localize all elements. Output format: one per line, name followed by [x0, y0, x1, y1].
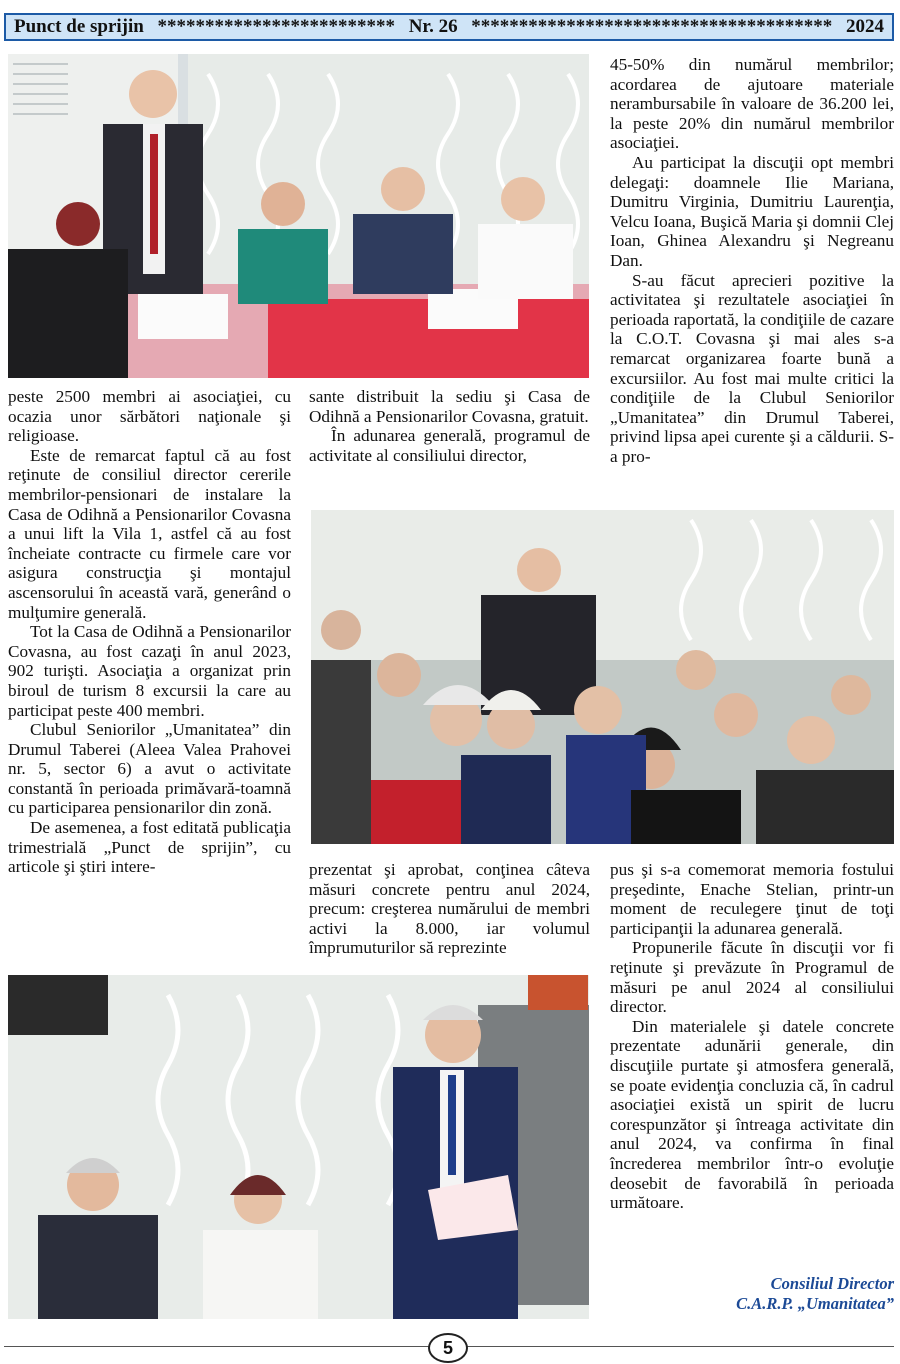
- header-stars-left: *************************: [157, 16, 396, 37]
- page-header: [4, 13, 894, 41]
- article-column-left: [8, 387, 291, 877]
- signature-line-2: C.A.R.P. „Umanitatea”: [736, 1294, 894, 1313]
- paragraph: peste 2500 membri ai asociaţiei, cu ocazia unor sărbători naţionale şi religioase.: [8, 387, 291, 446]
- issue-number: Nr. 26: [408, 16, 458, 37]
- article-column-right-bottom: [610, 860, 894, 1213]
- photo-audience: [311, 510, 894, 844]
- article-column-middle-bottom: [309, 860, 590, 958]
- page-number: 5: [428, 1333, 468, 1363]
- publication-title: Punct de sprijin: [14, 16, 144, 37]
- header-stars-right: **************************************: [471, 16, 833, 37]
- photo-board-meeting: [8, 54, 589, 378]
- paragraph: Din materialele şi datele concrete prezentate adunării generale, din discuţiile purtate şi atmosfera generală, se poate evidenţia concluzia că, în cadrul asociaţiei există un spirit de lucru corespunzător şi întreaga activitate din anul 2024, va confirma în final încrederea membrilor într-o evoluţie deosebit de favorabilă în perioada următoare.: [610, 1016, 894, 1213]
- signature: [736, 1274, 894, 1314]
- paragraph: De asemenea, a fost editată publicaţia trimestrială „Punct de sprijin”, cu articole şi ştiri intere-: [8, 818, 291, 877]
- paragraph: pus şi s-a comemorat memoria fostului preşedinte, Enache Stelian, printr-un moment de reculegere ţinut de toţi participanţii la adunarea generală.: [610, 860, 894, 938]
- paragraph: Este de remarcat faptul că au fost reţinute de consiliul director cererile membrilor-pensionari de instalare la Casa de Odihnă a Pensionarilor Covasna a unui lift la Vila 1, astfel că au fost încheiate contracte cu firmele care vor asigura construcţia şi montajul ascensorului în această vară, generând o mulţumire generală.: [8, 445, 291, 622]
- speaker-image: [8, 975, 589, 1319]
- paragraph: Propunerile făcute în discuţii vor fi reţinute şi prevăzute în Programul de măsuri pe anul 2024 al consiliului director.: [610, 938, 894, 1017]
- article-column-middle-top: [309, 387, 590, 465]
- paragraph: 45-50% din numărul membrilor; acordarea de ajutoare materiale nerambursabile în valoare de 36.200 lei, la peste 20% din numărul membrilor asociaţiei.: [610, 55, 894, 153]
- paragraph: În adunarea generală, programul de activitate al consiliului director,: [309, 426, 590, 465]
- signature-line-1: Consiliul Director: [770, 1274, 894, 1293]
- photo-speaker: [8, 975, 589, 1319]
- paragraph: prezentat şi aprobat, conţinea câteva măsuri concrete pentru anul 2024, precum: creşterea numărului de membri activi la 8.000, iar volumul împrumuturilor să reprezinte: [309, 860, 590, 958]
- audience-image: [311, 510, 894, 844]
- paragraph: sante distribuit la sediu şi Casa de Odihnă a Pensionarilor Covasna, gratuit.: [309, 387, 590, 426]
- paragraph: Tot la Casa de Odihnă a Pensionarilor Covasna, au fost cazaţi în anul 2023, 902 turişti. Asociaţia a organizat prin biroul de turism 8 excursii la care au participat peste 400 membri.: [8, 622, 291, 720]
- paragraph: Clubul Seniorilor „Umanitatea” din Drumul Taberei (Aleea Valea Prahovei nr. 5, sector 6) a avut o activitate constantă în perioada primăvară-toamnă cu participarea pensionarilor din zonă.: [8, 720, 291, 818]
- board-meeting-image: [8, 54, 589, 378]
- issue-year: 2024: [845, 16, 884, 37]
- paragraph: Au participat la discuţii opt membri delegaţi: doamnele Ilie Mariana, Dumitru Virginia, Dumitriu Laurenţia, Velcu Ioana, Buşică Maria şi domnii Clej Ioan, Ghinea Alexandru şi Negreanu Dan.: [610, 152, 895, 270]
- article-column-right-top: [610, 55, 894, 466]
- paragraph: S-au făcut aprecieri pozitive la activitatea şi rezultatele asociaţiei în perioada raportată, la condiţiile de cazare la C.O.T. Covasna şi mai ales s-a remarcat organizarea foarte bună a excursiilor. Au fost mai multe critici la condiţiile de la Clubul Seniorilor „Umanitatea” din Drumul Taberei, privind lipsa apei curente şi a căldurii. S-a pro-: [610, 270, 894, 466]
